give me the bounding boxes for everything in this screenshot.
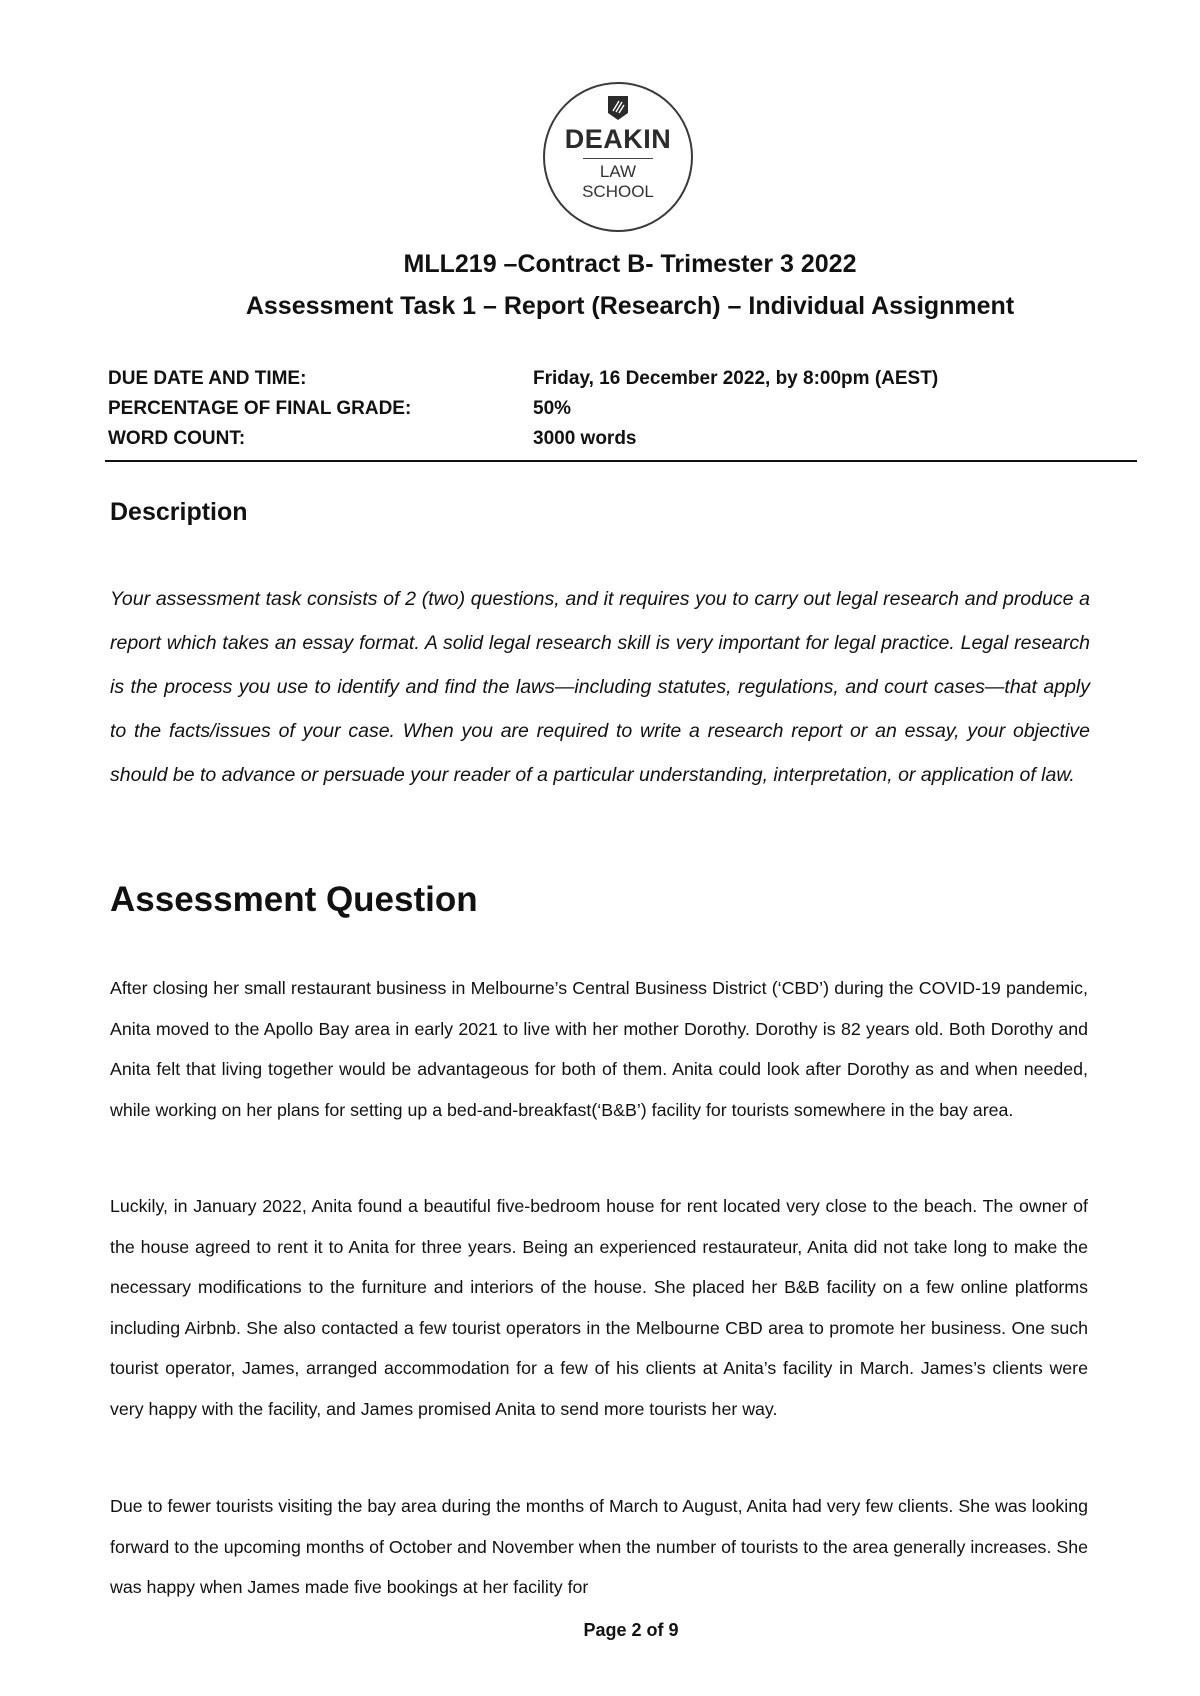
detail-row-percentage bbox=[108, 398, 1134, 428]
assessment-question-heading: Assessment Question bbox=[110, 880, 478, 919]
deakin-law-school-logo bbox=[543, 82, 693, 232]
deakin-emblem-icon bbox=[608, 96, 628, 120]
detail-value: Friday, 16 December 2022, by 8:00pm (AEST) bbox=[533, 368, 939, 389]
question-paragraph-1: After closing her small restaurant business in Melbourne’s Central Business District (‘CBD’) during the COVID-19 pandemic, Anita moved to the Apollo Bay area in early 2021 to live with her mother Dorothy. Dorothy is 82 years old. Both Dorothy and Anita felt that living together would be advantageous for both of them. Anita could look after Dorothy as and when needed, while working on her plans for setting up a bed-and-breakfast(‘B&B’) facility for tourists somewhere in the bay area. bbox=[110, 978, 1088, 1120]
logo-subtitle-line2: SCHOOL bbox=[582, 182, 654, 201]
logo-subtitle-line1: LAW bbox=[599, 162, 637, 181]
detail-value: 50% bbox=[533, 398, 572, 419]
detail-label: WORD COUNT: bbox=[108, 428, 246, 449]
question-paragraph-3: Due to fewer tourists visiting the bay area during the months of March to August, Anita had very few clients. She was looking forward to the upcoming months of October and November when the number of tourists to the area generally increases. She was happy when James made five bookings at her facility for bbox=[110, 1496, 1088, 1597]
detail-row-word-count bbox=[108, 428, 1134, 458]
document-subtitle: Assessment Task 1 – Report (Research) – Individual Assignment bbox=[245, 292, 1015, 320]
assessment-details bbox=[108, 368, 1134, 458]
page-number: Page 2 of 9 bbox=[583, 1620, 679, 1640]
question-paragraph-2: Luckily, in January 2022, Anita found a beautiful five-bedroom house for rent located very close to the beach. The owner of the house agreed to rent it to Anita for three years. Being an experienced restaurateur, Anita did not take long to make the necessary modifications to the furniture and interiors of the house. She placed her B&B facility on a few online platforms including Airbnb. She also contacted a few tourist operators in the Melbourne CBD area to promote her business. One such tourist operator, James, arranged accommodation for a few of his clients at Anita’s facility in March. James’s clients were very happy with the facility, and James promised Anita to send more tourists her way. bbox=[110, 1196, 1088, 1419]
detail-label: DUE DATE AND TIME: bbox=[108, 368, 307, 389]
detail-row-due-date bbox=[108, 368, 1134, 398]
description-heading: Description bbox=[110, 498, 248, 526]
detail-label: PERCENTAGE OF FINAL GRADE: bbox=[108, 398, 412, 419]
document-title: MLL219 –Contract B- Trimester 3 2022 bbox=[403, 250, 857, 278]
detail-value: 3000 words bbox=[533, 428, 637, 449]
logo-divider bbox=[583, 158, 653, 159]
description-text: Your assessment task consists of 2 (two) questions, and it requires you to carry out legal research and produce a report which takes an essay format. A solid legal research skill is very important for legal practice. Legal research is the process you use to identify and find the laws—including statutes, regulations, and court cases—that apply to the facts/issues of your case. When you are required to write a research report or an essay, your objective should be to advance or persuade your reader of a particular understanding, interpretation, or application of law. bbox=[110, 588, 1090, 786]
details-divider bbox=[105, 460, 1137, 462]
logo-name: DEAKIN bbox=[564, 124, 672, 154]
